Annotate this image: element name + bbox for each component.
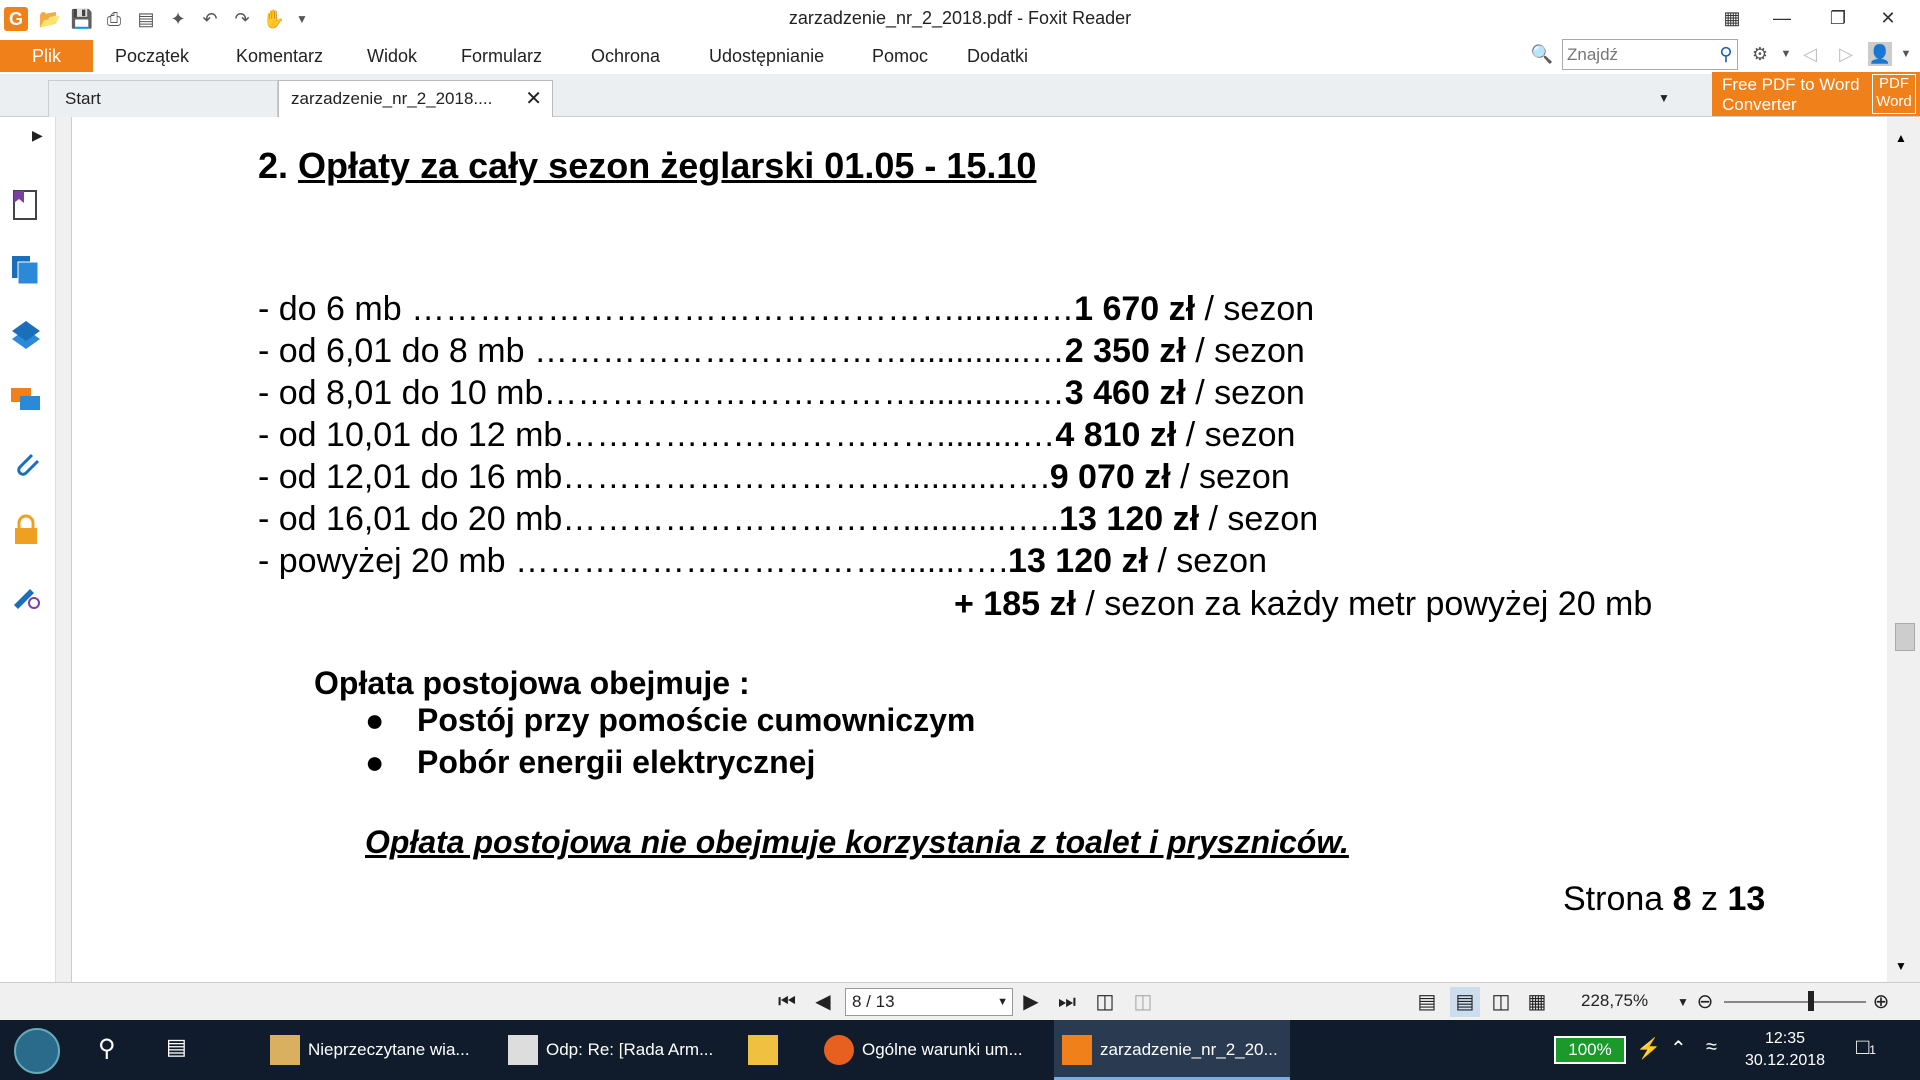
new-icon[interactable]: ✦	[170, 9, 186, 29]
undo-icon[interactable]: ↶	[202, 9, 218, 29]
menu-file[interactable]: Plik	[0, 40, 93, 72]
tab-start[interactable]	[48, 80, 278, 117]
list-item: ● Postój przy pomoście cumowniczym	[365, 702, 976, 738]
status-bar	[0, 982, 1920, 1020]
tab-document[interactable]	[278, 80, 553, 118]
menu-view[interactable]: Widok	[367, 46, 418, 66]
zoom-slider-handle[interactable]	[1808, 991, 1814, 1011]
zoom-out-icon[interactable]: ⊖	[1696, 991, 1714, 1013]
foxit-logo-icon[interactable]: G	[4, 7, 28, 31]
close-tab-icon[interactable]: ✕	[525, 88, 542, 110]
next-view-icon[interactable]: ◫	[1133, 991, 1153, 1013]
envelope-icon	[508, 1035, 538, 1065]
search-input[interactable]	[1562, 39, 1738, 70]
redo-icon[interactable]: ↷	[234, 9, 250, 29]
fee-row: - powyżej 20 mb ……………………………........….13 120 zł / sezon	[258, 542, 1267, 580]
menu-share[interactable]: Udostępnianie	[709, 46, 825, 66]
scroll-thumb[interactable]	[1895, 623, 1915, 651]
panel-splitter[interactable]	[56, 117, 72, 982]
menu-addons[interactable]: Dodatki	[967, 46, 1029, 66]
page-number-field[interactable]: 8 / 13 ▼	[845, 988, 1013, 1016]
show-hidden-icons-icon[interactable]: ⌃	[1670, 1038, 1687, 1060]
back-arrow-icon[interactable]: ◁	[1803, 44, 1817, 64]
restore-layout-icon[interactable]: ▦	[1723, 8, 1741, 28]
menu-protect[interactable]: Ochrona	[591, 46, 661, 66]
pdf-word-icon: PDF Word	[1872, 74, 1916, 114]
pdf-to-word-promo[interactable]	[1712, 72, 1920, 116]
fee-row: - od 6,01 do 8 mb …………………………….............…2 350 zł / sezon	[258, 332, 1305, 370]
taskbar-app-foxit[interactable]: zarzadzenie_nr_2_20...	[1054, 1020, 1290, 1080]
first-page-icon[interactable]: ⏮	[778, 991, 796, 1013]
previous-view-icon[interactable]: ◫	[1095, 991, 1115, 1013]
scan-icon[interactable]: ▤	[137, 9, 155, 29]
comments-icon[interactable]	[8, 382, 44, 418]
system-clock[interactable]: 12:35 30.12.2018	[1744, 1030, 1826, 1069]
ribbon-collapse-icon[interactable]: ▼	[1658, 91, 1670, 105]
single-page-icon[interactable]: ▤	[1417, 991, 1437, 1013]
section-heading: 2. Opłaty za cały sezon żeglarski 01.05 - 15.10	[258, 145, 1037, 186]
page-dropdown-icon[interactable]: ▼	[997, 996, 1008, 1008]
power-plug-icon[interactable]: ⚡	[1636, 1038, 1661, 1060]
search-icon[interactable]: ⚲	[1719, 44, 1733, 64]
save-icon[interactable]: 💾	[70, 9, 94, 29]
hand-tool-icon[interactable]: ✋	[262, 9, 286, 29]
fee-row: - od 10,01 do 12 mb…………………………….........…4 810 zł / sezon	[258, 416, 1296, 454]
page-number-text: Strona 8 z 13	[1563, 880, 1766, 918]
covers-title: Opłata postojowa obejmuje :	[314, 665, 750, 701]
document-tabs	[0, 74, 1920, 117]
task-view-icon[interactable]: ▤	[166, 1034, 187, 1059]
settings-gear-icon[interactable]: ⚙	[1751, 44, 1769, 64]
fee-row: - do 6 mb ………………………………………….........…1 670 zł / sezon	[258, 290, 1315, 328]
note-text: Opłata postojowa nie obejmuje korzystania z toalet i pryszniców.	[365, 824, 1349, 860]
window-title: zarzadzenie_nr_2_2018.pdf - Foxit Reader	[788, 8, 1132, 28]
forward-arrow-icon[interactable]: ▷	[1839, 44, 1853, 64]
last-page-icon[interactable]: ⏭	[1058, 991, 1076, 1013]
menu-start[interactable]: Początek	[115, 46, 190, 66]
fee-row: - od 16,01 do 20 mb…………………………...........…..13 120 zł / sezon	[258, 500, 1319, 538]
scroll-down-icon[interactable]: ▼	[1895, 959, 1907, 973]
tab-document-label: zarzadzenie_nr_2_2018....	[291, 89, 493, 108]
notifications-icon[interactable]: □1	[1856, 1034, 1876, 1059]
expand-panel-icon[interactable]: ▶	[32, 127, 43, 143]
next-page-icon[interactable]: ▶	[1023, 991, 1039, 1013]
firefox-icon	[824, 1035, 854, 1065]
zoom-slider[interactable]	[1724, 1001, 1866, 1003]
maximize-button[interactable]: ❐	[1829, 8, 1847, 28]
layers-icon[interactable]	[8, 317, 44, 353]
user-dropdown-icon[interactable]: ▼	[1900, 48, 1912, 60]
scroll-up-icon[interactable]: ▲	[1895, 131, 1907, 145]
navigation-panel	[0, 117, 56, 982]
tab-start-label: Start	[65, 89, 101, 108]
continuous-page-icon[interactable]: ▤	[1450, 987, 1480, 1017]
security-lock-icon[interactable]	[8, 512, 44, 548]
user-avatar-icon[interactable]: 👤	[1868, 44, 1892, 64]
minimize-button[interactable]: —	[1773, 8, 1791, 28]
fee-row: - od 8,01 do 10 mb……………………………............…3 460 zł / sezon	[258, 374, 1305, 412]
windows-taskbar	[0, 1020, 1920, 1080]
open-folder-icon[interactable]: 📂	[38, 9, 62, 29]
attachment-paperclip-icon[interactable]	[8, 447, 44, 483]
taskbar-app-reply[interactable]: Odp: Re: [Rada Arm...	[500, 1020, 725, 1080]
taskbar-app-explorer[interactable]	[740, 1020, 800, 1080]
section-heading-text: Opłaty za cały sezon żeglarski 01.05 - 15.10	[298, 145, 1037, 186]
foxit-reader-icon	[1062, 1035, 1092, 1065]
search-magnifier-icon[interactable]: ⚲	[98, 1035, 116, 1062]
menu-help[interactable]: Pomoc	[872, 46, 929, 66]
zoom-level[interactable]: 228,75%	[1581, 991, 1649, 1010]
facing-page-icon[interactable]: ◫	[1491, 991, 1511, 1013]
list-item: ● Pobór energii elektrycznej	[365, 744, 816, 780]
signature-icon[interactable]	[8, 577, 44, 613]
extra-fee-line: + 185 zł / sezon za każdy metr powyżej 20 mb	[954, 585, 1653, 623]
promo-line2: Converter	[1722, 95, 1797, 114]
settings-dropdown-icon[interactable]: ▼	[1780, 48, 1792, 60]
close-button[interactable]: ✕	[1880, 8, 1896, 28]
zoom-in-icon[interactable]: ⊕	[1872, 991, 1890, 1013]
ribbon-menu	[0, 37, 1920, 74]
vertical-scrollbar[interactable]	[1887, 117, 1920, 982]
wifi-icon[interactable]: ≈	[1706, 1036, 1717, 1058]
zoom-dropdown-icon[interactable]: ▼	[1677, 995, 1689, 1009]
fee-row: - od 12,01 do 16 mb…………………………...........….9 070 zł / sezon	[258, 458, 1290, 496]
taskbar-app-mail[interactable]: Nieprzeczytane wia...	[262, 1020, 487, 1080]
start-orb-icon[interactable]	[14, 1028, 60, 1074]
pages-thumbnail-icon[interactable]	[8, 252, 44, 288]
battery-indicator[interactable]: 100%	[1554, 1036, 1626, 1064]
taskbar-app-firefox[interactable]: Ogólne warunki um...	[816, 1020, 1041, 1080]
previous-page-icon[interactable]: ◀	[815, 991, 831, 1013]
title-bar	[0, 0, 1920, 37]
file-explorer-icon	[748, 1035, 778, 1065]
menu-form[interactable]: Formularz	[461, 46, 543, 66]
bookmark-icon[interactable]	[8, 187, 44, 223]
customize-dropdown-icon[interactable]: ▼	[296, 12, 308, 26]
promo-line1: Free PDF to Word	[1722, 75, 1860, 94]
menu-comment[interactable]: Komentarz	[236, 46, 324, 66]
mail-folder-icon	[270, 1035, 300, 1065]
continuous-facing-icon[interactable]: ▦	[1527, 991, 1547, 1013]
print-icon[interactable]: ⎙	[106, 9, 122, 29]
find-folder-icon[interactable]: 🔍	[1530, 44, 1554, 64]
